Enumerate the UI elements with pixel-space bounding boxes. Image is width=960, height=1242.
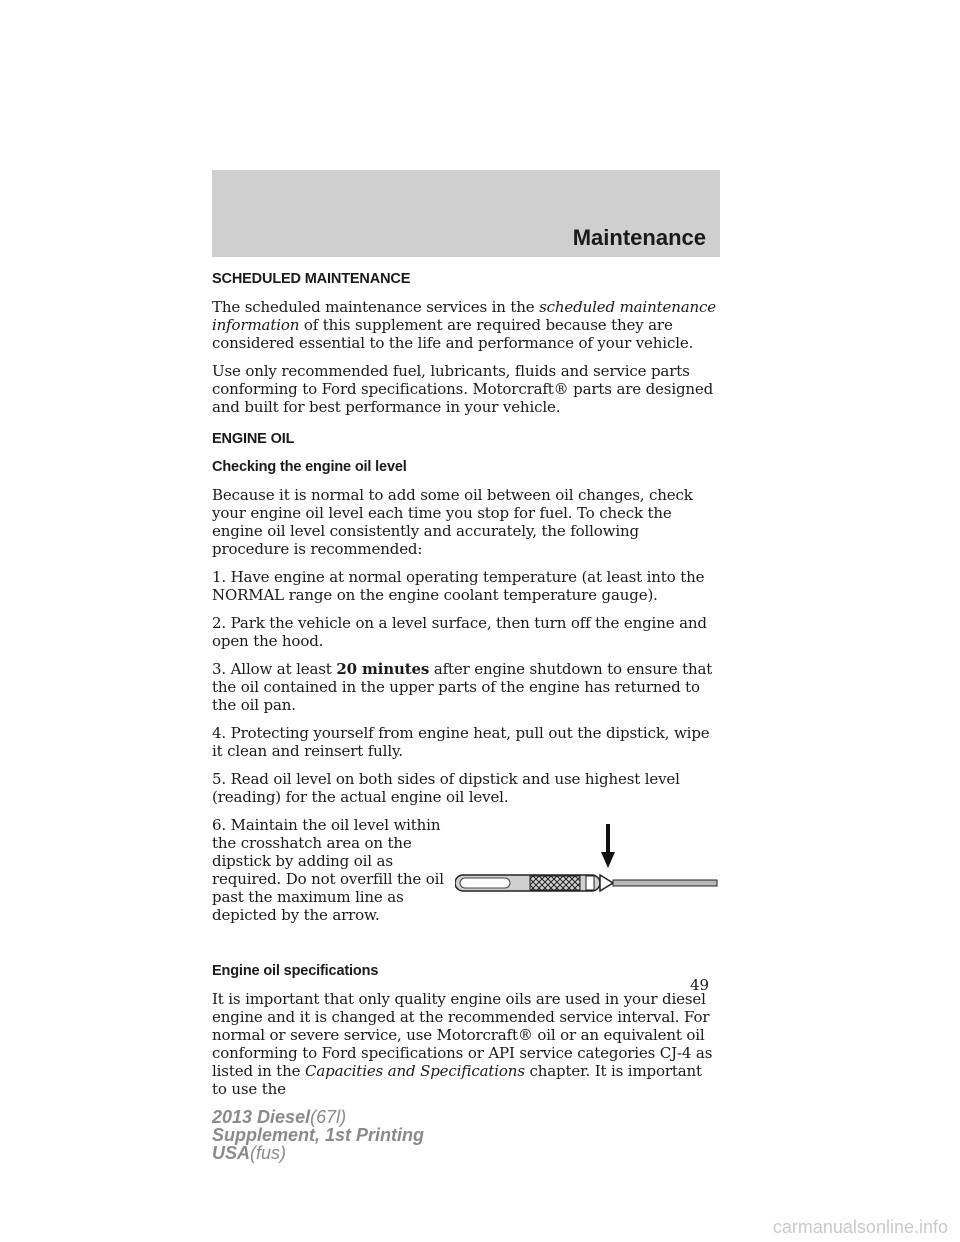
- step-5: 5. Read oil level on both sides of dipstick and use highest level (reading) for the actual engine oil level.: [212, 770, 680, 806]
- step-6: 6. Maintain the oil level within the crosshatch area on the dipstick by adding oil as required. Do not overfill the oil past the maximum line as depicted by the arrow.: [212, 816, 444, 924]
- capacities-reference: Capacities and Specifications: [305, 1062, 525, 1080]
- heading-scheduled-maintenance: SCHEDULED MAINTENANCE: [212, 271, 411, 287]
- site-watermark: carmanualsonline.info: [772, 1217, 948, 1237]
- step-3: 3. Allow at least 20 minutes after engine shutdown to ensure that the oil contained in the upper parts of the engine has returned to the oil pan.: [212, 660, 713, 714]
- page-number: 49: [690, 976, 710, 994]
- step-2: 2. Park the vehicle on a level surface, then turn off the engine and open the hood.: [212, 614, 707, 650]
- paragraph-scheduled-1: The scheduled maintenance services in the scheduled maintenance information of this supplement are required because they are considered essential to the life and performance of your vehicle.: [212, 298, 716, 352]
- wait-time: 20 minutes: [336, 660, 430, 678]
- step-6-row: [212, 816, 720, 924]
- dipstick-shaft: [613, 880, 717, 886]
- heading-oil-specifications: Engine oil specifications: [212, 963, 379, 979]
- dipstick-illustration: [455, 816, 720, 906]
- section-header-box: [212, 170, 720, 257]
- page-content: [212, 270, 720, 1108]
- paragraph-scheduled-2: Use only recommended fuel, lubricants, fluids and service parts conforming to Ford specifications. Motorcraft® parts are designed and built for best performance in your vehicle.: [212, 362, 714, 416]
- step-1: 1. Have engine at normal operating temperature (at least into the NORMAL range on the engine coolant temperature gauge).: [212, 568, 705, 604]
- paragraph-oil-specs: It is important that only quality engine oils are used in your diesel engine and it is changed at the recommended service interval. For normal or severe service, use Motorcraft® oil or an equivalent oil conforming to Ford specifications or API service categories CJ-4 as listed in the Capacities and Specifications chapter. It is important to use the: [212, 990, 713, 1098]
- crosshatch-area: [530, 876, 580, 890]
- dipstick-icon: [455, 816, 720, 906]
- heading-engine-oil: ENGINE OIL: [212, 431, 295, 447]
- step-4: 4. Protecting yourself from engine heat, pull out the dipstick, wipe it clean and reinsert fully.: [212, 724, 710, 760]
- document-footer: 2013 Diesel(67l) Supplement, 1st Printing USA(fus): [212, 1107, 425, 1163]
- scheduled-info-reference: scheduled maintenance information: [212, 298, 716, 334]
- paragraph-oil-intro: Because it is normal to add some oil between oil changes, check your engine oil level each time you stop for fuel. To check the engine oil level consistently and accurately, the following procedure is recommended:: [212, 486, 693, 558]
- section-title: Maintenance: [572, 225, 706, 250]
- max-arrow-head: [601, 852, 615, 868]
- subheading-checking-oil: Checking the engine oil level: [212, 459, 407, 475]
